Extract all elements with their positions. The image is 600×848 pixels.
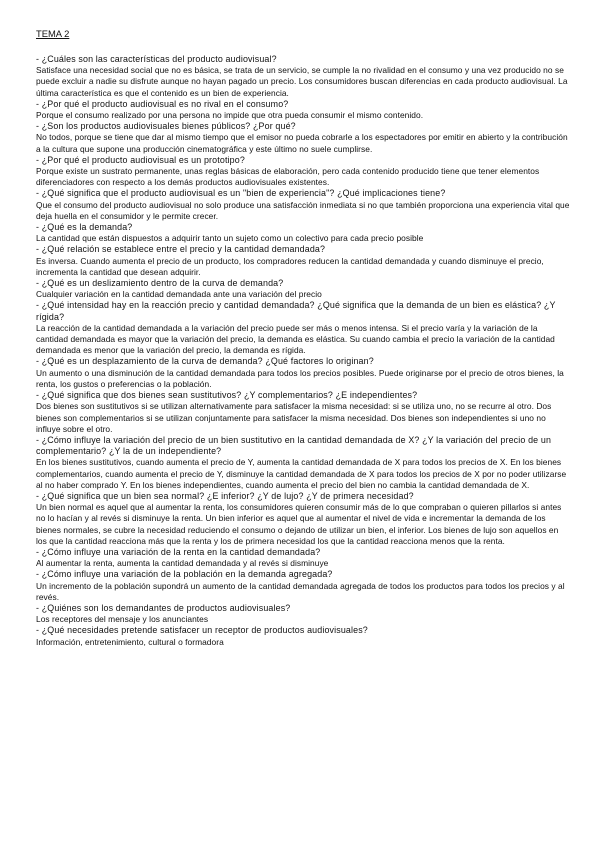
question-text: - ¿Cómo influye la variación del precio de un bien sustitutivo en la cantidad demandada de X? ¿Y la variación del precio de un complementario? ¿Y la de un independiente? — [36, 434, 552, 457]
answer-text: Es inversa. Cuando aumenta el precio de un producto, los compradores reducen la cantidad demandada y cuando disminuye el precio, incrementa la cantidad que desean adquirir. — [36, 255, 544, 277]
qa-block — [36, 278, 570, 300]
answer-text: No todos, porque se tiene que dar al mismo tiempo que el emisor no pueda cobrarle a los espectadores por emitir en abierto y la contribución a la cultura que supone una producción cinematográfica y este último no suele cumplirse. — [36, 132, 568, 154]
answer-text: Porque el consumo realizado por una persona no impide que otra pueda consumir el mismo contenido. — [36, 110, 424, 121]
question-text: - ¿Qué intensidad hay en la reacción precio y cantidad demandada? ¿Qué significa que la demanda de un bien es elástica? ¿Y rígida? — [36, 300, 556, 322]
answer-text: La reacción de la cantidad demandada a la variación del precio puede ser más o menos intensa. Si el precio varía y la variación de la cantidad demandada es mayor que la variación del precio, la demanda es elástica. Su cuando cambia el precio la variación de la cantidad demandada es menor que la variación del precio, la demanda es rígida. — [36, 322, 555, 356]
qa-block — [36, 547, 570, 569]
question-text: - ¿Quiénes son los demandantes de productos audiovisuales? — [36, 602, 291, 613]
qa-block — [36, 356, 570, 390]
qa-block — [36, 54, 570, 99]
qa-block — [36, 155, 570, 189]
answer-text: Información, entretenimiento, cultural o formadora — [36, 636, 224, 647]
question-text: - ¿Qué significa que un bien sea normal? ¿E inferior? ¿Y de lujo? ¿Y de primera necesidad? — [36, 490, 414, 501]
qa-block — [36, 390, 570, 435]
answer-text: Al aumentar la renta, aumenta la cantidad demandada y al revés si disminuye — [36, 558, 329, 569]
qa-block — [36, 121, 570, 155]
document-title: TEMA 2 — [36, 28, 70, 39]
question-text: - ¿Son los productos audiovisuales bienes públicos? ¿Por qué? — [36, 121, 296, 132]
qa-block — [36, 99, 570, 121]
question-text: - ¿Por qué el producto audiovisual es no rival en el consumo? — [36, 98, 289, 109]
answer-text: Porque existe un sustrato permanente, unas reglas básicas de elaboración, pero cada contenido producido tiene que tener elementos diferenciadores con respecto a los demás productos audiovisuales existentes. — [36, 166, 540, 188]
document-page — [36, 28, 570, 648]
question-text: - ¿Cuáles son las características del producto audiovisual? — [36, 54, 277, 64]
answer-text: En los bienes sustitutivos, cuando aumenta el precio de Y, aumenta la cantidad demandada de X para todos los precios de X. En los bienes complementarios, cuando aumenta el precio de Y, disminuye la cantidad demandada de X para todos los precios de X por no poder utilizarse al no haber comprado Y. En los bienes independientes, cuando aumenta el precio del bien no cambia la cantidad demandada de X. — [36, 457, 567, 490]
question-text: - ¿Qué relación se establece entre el precio y la cantidad demandada? — [36, 244, 326, 255]
qa-block — [36, 569, 570, 603]
answer-text: Satisface una necesidad social que no es básica, se trata de un servicio, se cumple la no rivalidad en el consumo y una vez producido no se puede excluir a nadie su disfrute aunque no hayan pagado un precio. Los consumidores buscan diferencias en cada producto audiovisual. La última característica es que el contenido es un bien de experiencia. — [36, 65, 568, 98]
question-text: - ¿Qué es un desplazamiento de la curva de demanda? ¿Qué factores lo originan? — [36, 356, 374, 367]
answer-text: Un incremento de la población supondrá un aumento de la cantidad demandada agregada de todos los productos para todos los precios y al revés. — [36, 580, 565, 602]
question-text: - ¿Cómo influye una variación de la población en la demanda agregada? — [36, 569, 333, 580]
qa-block — [36, 491, 570, 547]
qa-block — [36, 188, 570, 222]
answer-text: Dos bienes son sustitutivos si se utilizan alternativamente para satisfacer la misma necesidad: si se utiliza uno, no se recurre al otro. Dos bienes son complementarios si se utilizan conjuntamente para satisfacer la misma necesidad. Dos bienes son independientes si uno no influye sobre el otro. — [36, 401, 552, 434]
question-text: - ¿Qué significa que dos bienes sean sustitutivos? ¿Y complementarios? ¿E independientes? — [36, 390, 418, 401]
question-text: - ¿Cómo influye una variación de la renta en la cantidad demandada? — [36, 546, 321, 557]
qa-block — [36, 244, 570, 278]
answer-text: Los receptores del mensaje y los anunciantes — [36, 614, 209, 625]
qa-block — [36, 435, 570, 491]
answer-text: La cantidad que están dispuestos a adquirir tanto un sujeto como un colectivo para cada precio posible — [36, 233, 424, 244]
question-text: - ¿Qué es un deslizamiento dentro de la curva de demanda? — [36, 278, 284, 289]
answer-text: Cualquier variación en la cantidad demandada ante una variación del precio — [36, 289, 322, 300]
qa-block — [36, 222, 570, 244]
question-text: - ¿Qué significa que el producto audiovisual es un "bien de experiencia"? ¿Qué implicaciones tiene? — [36, 188, 446, 199]
question-text: - ¿Qué necesidades pretende satisfacer un receptor de productos audiovisuales? — [36, 625, 368, 636]
answer-text: Que el consumo del producto audiovisual no solo produce una satisfacción inmediata si no que también proporciona una experiencia vital que deja huella en el consumidor y le permite crecer. — [36, 199, 570, 221]
answer-text: Un bien normal es aquel que al aumentar la renta, los consumidores quieren consumir más de lo que compraban o quieren pillarlos si antes no lo hacían y al revés si disminuye la renta. Un bien inferior es aquel que al aumentar el nivel de vida e incrementar la demanda de los bienes normales, se cubre la necesidad reduciendo el consumo o dejando de utilizar un bien, el inferior. Los bienes de lujo son aquellos en los que la cantidad reacciona más que la renta y los de primera necesidad los que la cantidad reacciona menos que la renta. — [36, 502, 562, 546]
answer-text: Un aumento o una disminución de la cantidad demandada para todos los precios posibles. Puede originarse por el precio de otros bienes, la renta, los gustos o preferencias o la población. — [36, 367, 564, 389]
qa-block — [36, 603, 570, 625]
question-text: - ¿Qué es la demanda? — [36, 222, 133, 233]
qa-list — [36, 54, 570, 648]
qa-block — [36, 300, 570, 356]
question-text: - ¿Por qué el producto audiovisual es un prototipo? — [36, 154, 245, 165]
qa-block — [36, 625, 570, 647]
